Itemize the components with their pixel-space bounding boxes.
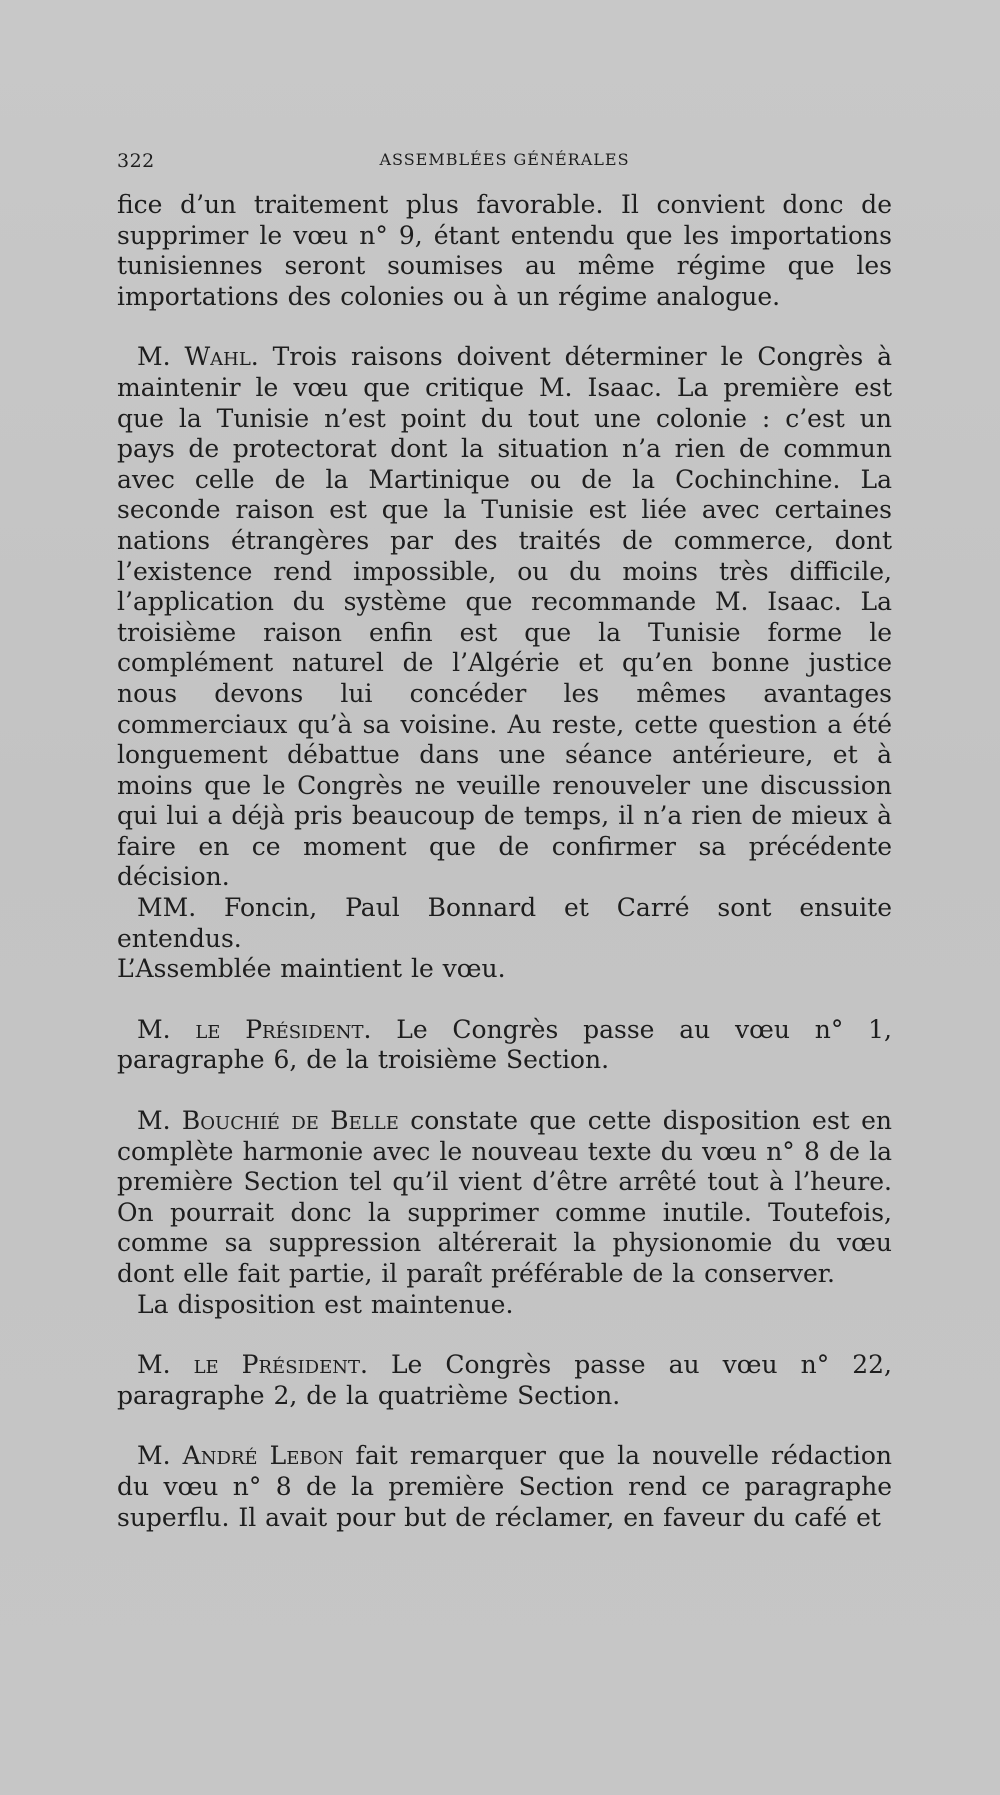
paragraph-president-2 — [117, 1350, 892, 1411]
paragraph-bouchie-de-belle — [117, 1106, 892, 1290]
paragraph-wahl — [117, 342, 892, 893]
speaker-name: M. le Président. — [137, 1014, 372, 1044]
paragraph-disposition-maintained — [117, 1290, 892, 1321]
paragraph-text: Le Congrès passe au vœu n° 1, paragraphe 6, de la troisième Section. — [117, 1014, 892, 1075]
paragraph-andre-lebon — [117, 1441, 892, 1533]
paragraph-text: L’Assemblée maintient le vœu. — [117, 954, 506, 984]
page-body — [117, 190, 892, 1533]
paragraph-continuation — [117, 190, 892, 312]
running-head — [117, 150, 892, 176]
speaker-name: M. le Président. — [137, 1350, 368, 1380]
paragraph-text: Trois raisons doivent déterminer le Congrès à maintenir le vœu que critique M. Isaac. La première est que la Tunisie n’est point du tout une colonie : c’est un pays de protectorat dont la situation n’a rien de commun avec celle de la Martinique ou de la Cochinchine. La seconde raison est que la Tunisie est liée avec certaines nations étrangères par des traités de commerce, dont l’existence rend impossible, ou du moins très difficile, l’application du système que recommande M. Isaac. La troisième raison enfin est que la Tunisie forme le complément naturel de l’Algérie et qu’en bonne justice nous devons lui concéder les mêmes avantages commerciaux qu’à sa voisine. Au reste, cette question a été longuement débattue dans une séance antérieure, et à moins que le Congrès ne veuille renouveler une discussion qui lui a déjà pris beaucoup de temps, il n’a rien de mieux à faire en ce moment que de confirmer sa précédente décision. — [117, 342, 892, 892]
paragraph-text: La disposition est maintenue. — [137, 1289, 514, 1319]
speaker-name: M. André Lebon — [137, 1441, 344, 1471]
paragraph-assembly-decision — [117, 954, 892, 985]
paragraph-others-heard — [117, 893, 892, 954]
paragraph-text: fait remarquer que la nouvelle rédaction du vœu n° 8 de la première Section rend ce paragraphe superflu. Il avait pour but de réclamer, en faveur du café et — [117, 1441, 892, 1532]
paragraph-text: constate que cette disposition est en complète harmonie avec le nouveau texte du vœu n° 8 de la première Section tel qu’il vient d’être arrêté tout à l’heure. On pourrait donc la supprimer comme inutile. Toutefois, comme sa suppression altérerait la physionomie du vœu dont elle fait partie, il paraît préférable de la conserver. — [117, 1106, 892, 1288]
speaker-name: M. Wahl. — [137, 342, 259, 372]
paragraph-president-1 — [117, 1015, 892, 1076]
running-title: ASSEMBLÉES GÉNÉRALES — [379, 150, 630, 169]
paragraph-text: Le Congrès passe au vœu n° 22, paragraphe 2, de la quatrième Section. — [117, 1350, 892, 1410]
speaker-name: M. Bouchié de Belle — [137, 1106, 399, 1136]
page-number: 322 — [117, 150, 155, 172]
paragraph-text: MM. Foncin, Paul Bonnard et Carré sont ensuite entendus. — [117, 893, 892, 953]
paragraph-text: fice d’un traitement plus favorable. Il convient donc de supprimer le vœu n° 9, étant entendu que les importations tunisiennes seront soumises au même régime que les importations des colonies ou à un régime analogue. — [117, 190, 892, 311]
